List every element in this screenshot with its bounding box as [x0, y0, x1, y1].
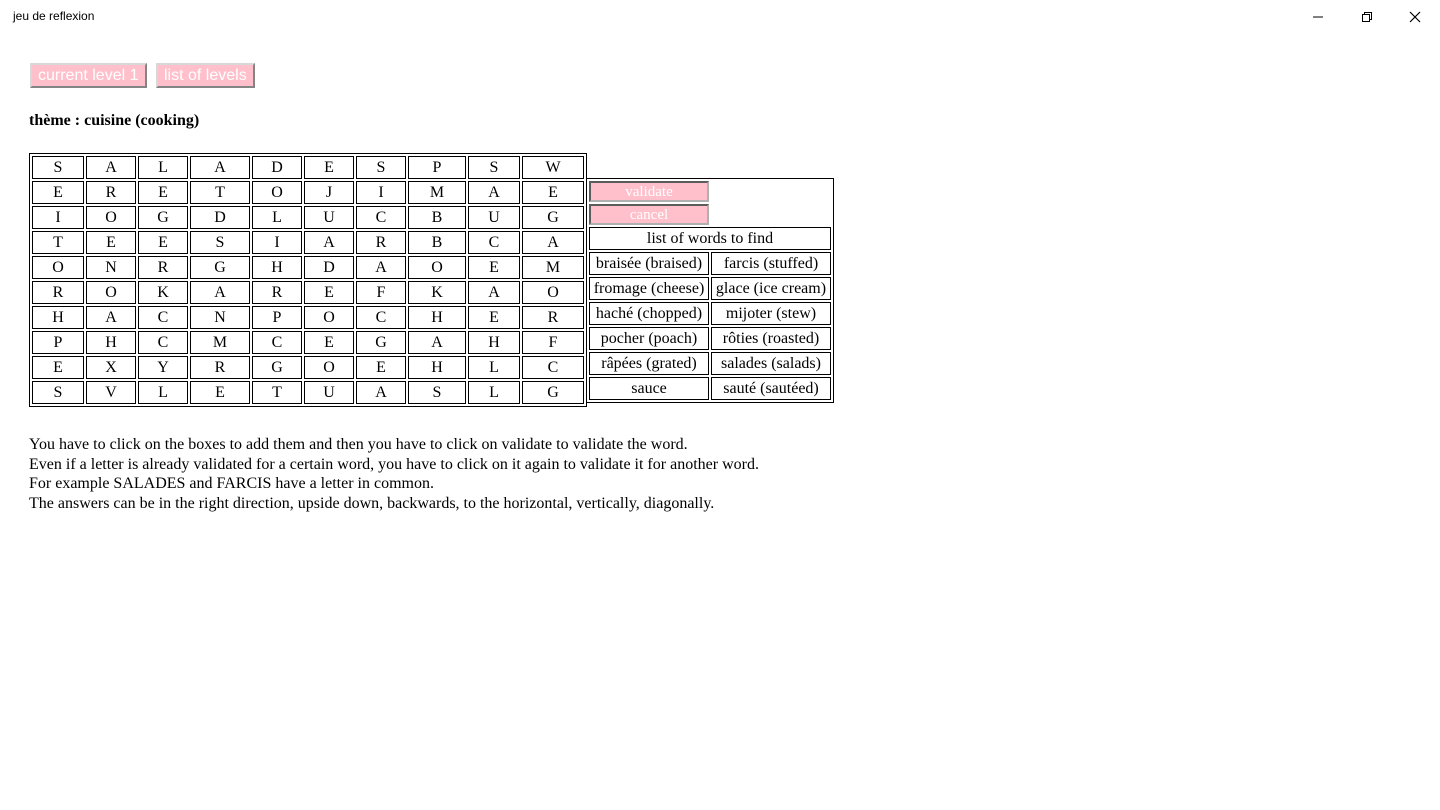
word-item: haché (chopped)	[589, 302, 709, 325]
grid-cell[interactable]: G	[522, 381, 584, 404]
grid-cell[interactable]: H	[468, 331, 520, 354]
grid-cell[interactable]: E	[522, 181, 584, 204]
grid-cell[interactable]: E	[304, 156, 354, 179]
word-item: pocher (poach)	[589, 327, 709, 350]
grid-cell[interactable]: O	[408, 256, 466, 279]
grid-row	[32, 256, 584, 279]
grid-cell[interactable]: M	[190, 331, 250, 354]
grid-cell[interactable]: H	[32, 306, 84, 329]
letter-grid	[29, 153, 587, 407]
grid-cell[interactable]: B	[408, 231, 466, 254]
grid-cell[interactable]: R	[32, 281, 84, 304]
grid-cell[interactable]: E	[304, 331, 354, 354]
grid-cell[interactable]: K	[138, 281, 188, 304]
grid-cell[interactable]: O	[86, 281, 136, 304]
grid-cell[interactable]: C	[468, 231, 520, 254]
instruction-line: For example SALADES and FARCIS have a letter in common.	[29, 475, 434, 492]
grid-row	[32, 206, 584, 229]
grid-cell[interactable]: E	[32, 181, 84, 204]
grid-cell[interactable]: O	[86, 206, 136, 229]
word-item: râpées (grated)	[589, 352, 709, 375]
grid-cell[interactable]: S	[32, 381, 84, 404]
word-item: salades (salads)	[711, 352, 831, 375]
grid-cell[interactable]: A	[190, 281, 250, 304]
grid-cell[interactable]: H	[252, 256, 302, 279]
grid-cell[interactable]: A	[86, 156, 136, 179]
grid-cell[interactable]: F	[522, 331, 584, 354]
instruction-line: Even if a letter is already validated for a certain word, you have to click on it again to validate it for another word.	[29, 455, 759, 473]
word-panel	[586, 178, 834, 403]
grid-cell[interactable]: P	[32, 331, 84, 354]
grid-cell[interactable]: E	[190, 381, 250, 404]
grid-cell[interactable]: L	[252, 206, 302, 229]
grid-cell[interactable]: I	[32, 206, 84, 229]
instruction-line: The answers can be in the right direction, upside down, backwards, to the horizontal, vertically, diagonally.	[29, 494, 715, 512]
grid-row	[32, 381, 584, 404]
restore-button[interactable]	[1343, 0, 1391, 34]
grid-cell[interactable]: I	[356, 181, 406, 204]
grid-cell[interactable]: E	[356, 356, 406, 379]
instructions	[29, 435, 759, 513]
grid-cell[interactable]: R	[190, 356, 250, 379]
restore-icon	[1361, 11, 1373, 23]
grid-cell[interactable]: G	[138, 206, 188, 229]
grid-cell[interactable]: A	[468, 181, 520, 204]
word-item: rôties (roasted)	[711, 327, 831, 350]
grid-cell[interactable]: C	[356, 206, 406, 229]
word-item: sauce	[589, 377, 709, 400]
grid-cell[interactable]: G	[252, 356, 302, 379]
grid-cell[interactable]: C	[252, 331, 302, 354]
grid-cell[interactable]: O	[32, 256, 84, 279]
grid-cell[interactable]: Y	[138, 356, 188, 379]
grid-cell[interactable]: E	[32, 356, 84, 379]
grid-row	[32, 331, 584, 354]
grid-cell[interactable]: H	[86, 331, 136, 354]
word-item: glace (ice cream)	[711, 277, 831, 300]
minimize-button[interactable]	[1294, 0, 1342, 34]
word-item: fromage (cheese)	[589, 277, 709, 300]
grid-cell[interactable]: N	[86, 256, 136, 279]
grid-cell[interactable]: W	[522, 156, 584, 179]
word-item: braisée (braised)	[589, 252, 709, 275]
grid-cell[interactable]: M	[522, 256, 584, 279]
grid-cell[interactable]: T	[190, 181, 250, 204]
grid-cell[interactable]: V	[86, 381, 136, 404]
word-item: sauté (sautéed)	[711, 377, 831, 400]
grid-cell[interactable]: F	[356, 281, 406, 304]
grid-cell[interactable]: D	[304, 256, 354, 279]
grid-row	[32, 231, 584, 254]
grid-cell[interactable]: H	[408, 306, 466, 329]
grid-cell[interactable]: T	[32, 231, 84, 254]
grid-cell[interactable]: S	[408, 381, 466, 404]
grid-cell[interactable]: C	[356, 306, 406, 329]
grid-cell[interactable]: K	[408, 281, 466, 304]
grid-cell[interactable]: U	[468, 206, 520, 229]
grid-cell[interactable]: S	[356, 156, 406, 179]
grid-cell[interactable]: I	[252, 231, 302, 254]
grid-cell[interactable]: A	[468, 281, 520, 304]
grid-cell[interactable]: L	[468, 356, 520, 379]
grid-cell[interactable]: J	[304, 181, 354, 204]
grid-cell[interactable]: P	[408, 156, 466, 179]
grid-cell[interactable]: B	[408, 206, 466, 229]
grid-cell[interactable]: E	[468, 306, 520, 329]
grid-cell[interactable]: S	[32, 156, 84, 179]
grid-cell[interactable]: R	[138, 256, 188, 279]
grid-cell[interactable]: C	[522, 356, 584, 379]
title-bar	[0, 0, 1440, 34]
grid-cell[interactable]: A	[304, 231, 354, 254]
grid-cell[interactable]: E	[468, 256, 520, 279]
words-header: list of words to find	[589, 227, 831, 250]
grid-cell[interactable]: T	[252, 381, 302, 404]
theme-heading: thème : cuisine (cooking)	[29, 112, 200, 129]
instruction-line: You have to click on the boxes to add them and then you have to click on validate to validate the word.	[29, 436, 688, 453]
grid-cell[interactable]: D	[190, 206, 250, 229]
grid-cell[interactable]: S	[190, 231, 250, 254]
grid-cell[interactable]: R	[356, 231, 406, 254]
grid-cell[interactable]: D	[252, 156, 302, 179]
grid-cell[interactable]: O	[304, 356, 354, 379]
cancel-button[interactable]: cancel	[589, 204, 709, 225]
word-item: mijoter (stew)	[711, 302, 831, 325]
grid-cell[interactable]: E	[138, 181, 188, 204]
grid-cell[interactable]: L	[138, 381, 188, 404]
current-level-button[interactable]: current level 1	[30, 63, 147, 88]
grid-cell[interactable]: G	[190, 256, 250, 279]
grid-cell[interactable]: H	[408, 356, 466, 379]
grid-cell[interactable]: C	[138, 331, 188, 354]
grid-cell[interactable]: R	[86, 181, 136, 204]
validate-button[interactable]: validate	[589, 181, 709, 202]
grid-cell[interactable]: C	[138, 306, 188, 329]
grid-row	[32, 281, 584, 304]
grid-cell[interactable]: E	[86, 231, 136, 254]
grid-cell[interactable]: L	[138, 156, 188, 179]
grid-row	[32, 181, 584, 204]
grid-cell[interactable]: X	[86, 356, 136, 379]
grid-row	[32, 156, 584, 179]
grid-cell[interactable]: A	[190, 156, 250, 179]
close-button[interactable]	[1391, 0, 1439, 34]
grid-cell[interactable]: G	[356, 331, 406, 354]
grid-cell[interactable]: G	[522, 206, 584, 229]
app-title: jeu de reflexion	[13, 9, 95, 23]
grid-cell[interactable]: E	[304, 281, 354, 304]
grid-cell[interactable]: M	[408, 181, 466, 204]
grid-cell[interactable]: A	[408, 331, 466, 354]
grid-cell[interactable]: U	[304, 206, 354, 229]
grid-cell[interactable]: E	[138, 231, 188, 254]
grid-cell[interactable]: P	[252, 306, 302, 329]
grid-cell[interactable]: O	[252, 181, 302, 204]
grid-cell[interactable]: O	[522, 281, 584, 304]
grid-cell[interactable]: A	[356, 381, 406, 404]
grid-row	[32, 356, 584, 379]
grid-cell[interactable]: R	[522, 306, 584, 329]
grid-cell[interactable]: O	[304, 306, 354, 329]
word-item: farcis (stuffed)	[711, 252, 831, 275]
grid-cell[interactable]: A	[86, 306, 136, 329]
grid-cell[interactable]: N	[190, 306, 250, 329]
close-icon	[1409, 11, 1421, 23]
list-of-levels-button[interactable]: list of levels	[156, 63, 255, 88]
grid-cell[interactable]: L	[468, 381, 520, 404]
grid-cell[interactable]: A	[522, 231, 584, 254]
grid-row	[32, 306, 584, 329]
grid-cell[interactable]: A	[356, 256, 406, 279]
minimize-icon	[1312, 11, 1324, 23]
grid-cell[interactable]: U	[304, 381, 354, 404]
grid-cell[interactable]: S	[468, 156, 520, 179]
grid-cell[interactable]: R	[252, 281, 302, 304]
